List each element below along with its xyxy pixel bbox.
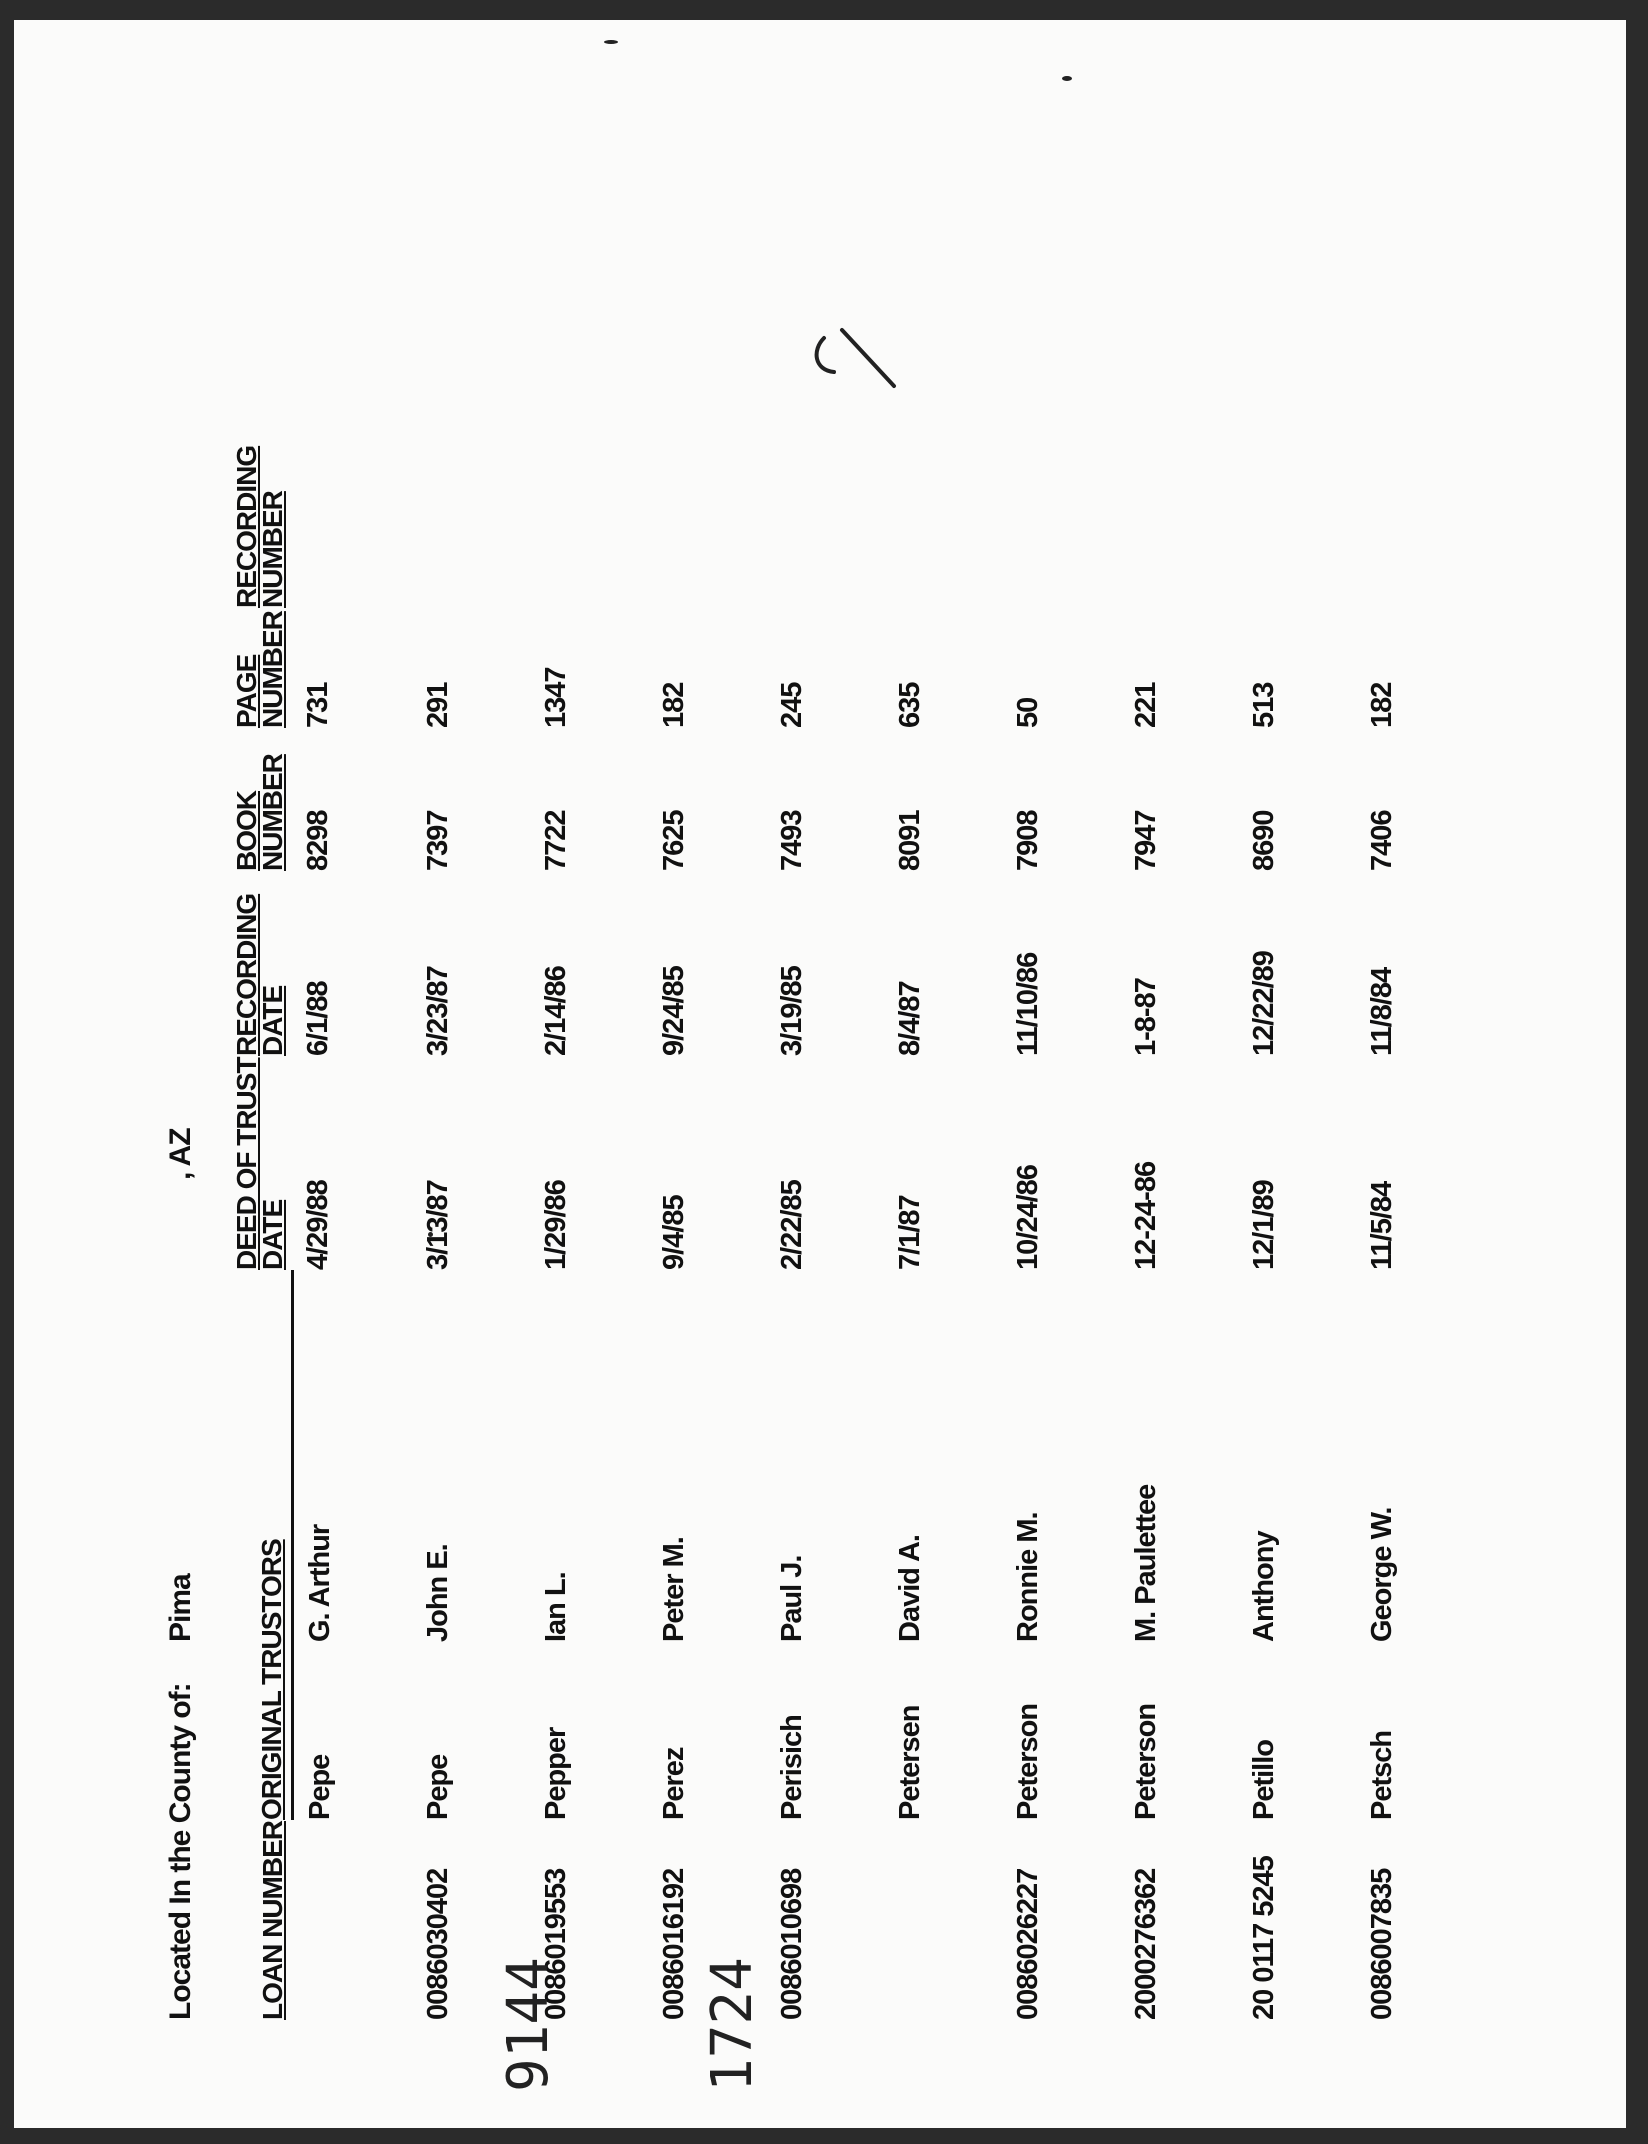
cell-trustor-last-name: Peterson	[1011, 1703, 1044, 1820]
cell-page-number: 245	[775, 682, 808, 728]
cell-trustor-last-name: Perisich	[775, 1715, 808, 1820]
cell-loan-number: 0086016192	[657, 1868, 690, 2020]
cell-loan-number: 0086026227	[1011, 1868, 1044, 2020]
cell-book-number: 8091	[893, 810, 926, 871]
cell-trustor-last-name: Peterson	[1129, 1703, 1162, 1820]
cell-deed-of-trust-date: 10/24/86	[1011, 1165, 1044, 1270]
table-row	[1130, 446, 1248, 2020]
cell-recording-number	[894, 446, 1012, 608]
cell-trustor-first-name: G. Arthur	[303, 1524, 336, 1642]
cell-deed-of-trust-date: 2/22/85	[775, 1180, 808, 1270]
cell-page-number: 182	[1365, 682, 1398, 728]
table-row	[422, 446, 540, 2020]
cell-loan-number: 0086010698	[775, 1868, 808, 2020]
cell-book-number: 7722	[539, 810, 572, 871]
cell-deed-of-trust-date: 1/29/86	[539, 1180, 572, 1270]
document-page	[14, 20, 1626, 2128]
cell-page-number: 182	[657, 682, 690, 728]
cell-recording-number	[658, 446, 776, 608]
cell-page-number: 50	[1011, 697, 1044, 728]
cell-trustor-first-name: Ronnie M.	[1011, 1512, 1044, 1642]
cell-trustor-first-name: Paul J.	[775, 1555, 808, 1642]
cell-trustor-last-name: Pepper	[539, 1727, 572, 1820]
cell-recording-number	[776, 446, 894, 608]
cell-loan-number: 0086030402	[421, 1868, 454, 2020]
cell-book-number: 7397	[421, 810, 454, 871]
cell-book-number: 7406	[1365, 810, 1398, 871]
cell-deed-of-trust-date: 12-24-86	[1129, 1161, 1162, 1270]
cell-recording-number	[540, 446, 658, 608]
table-row	[540, 446, 658, 2020]
header-recording-number: RECORDING NUMBER	[231, 445, 288, 608]
cell-loan-number: 2000276362	[1129, 1868, 1162, 2020]
cell-trustor-first-name: George W.	[1365, 1507, 1398, 1642]
cell-recording-number	[1130, 446, 1248, 608]
cell-trustor-last-name: Pepe	[421, 1754, 454, 1820]
cell-book-number: 7625	[657, 810, 690, 871]
cell-loan-number: 0086007835	[1365, 1868, 1398, 2020]
cell-loan-number	[894, 1820, 1012, 2020]
cell-trustor-last-name: Perez	[657, 1747, 690, 1820]
cell-trustor-first-name: M. Paulettee	[1129, 1484, 1162, 1642]
cell-trustor-first-name: Ian L.	[539, 1572, 572, 1642]
cell-loan-number: 0086019553	[539, 1868, 572, 2020]
county-label: Located In the County of:	[164, 1683, 197, 2020]
cell-recording-date: 3/19/85	[775, 966, 808, 1056]
cell-deed-of-trust-date: 4/29/88	[302, 1180, 334, 1270]
cell-recording-date: 8/4/87	[893, 981, 926, 1056]
county-value: Pima	[164, 1574, 197, 1643]
scan-speck	[604, 40, 618, 44]
cell-page-number: 291	[421, 682, 454, 728]
cell-recording-number	[1012, 446, 1130, 608]
county-line	[164, 1128, 198, 2020]
rotated-document-content	[164, 210, 1444, 2030]
cell-recording-number	[292, 446, 422, 608]
cell-page-number: 221	[1129, 682, 1162, 728]
table-row	[658, 446, 776, 2020]
scan-speck	[1062, 76, 1072, 81]
cell-recording-number	[422, 446, 540, 608]
handwritten-number-left: 9144	[496, 1957, 561, 2092]
cell-trustor-last-name: Petsch	[1365, 1730, 1398, 1820]
cell-trustor-first-name: Anthony	[1247, 1531, 1280, 1642]
header-deed-of-trust-date: DEED OF TRUST DATE	[231, 1057, 288, 1270]
cell-recording-number	[1366, 446, 1484, 608]
table-row	[1366, 446, 1484, 2020]
cell-deed-of-trust-date: 12/1/89	[1247, 1180, 1280, 1270]
cell-page-number: 635	[893, 682, 926, 728]
cell-recording-date: 9/24/85	[657, 966, 690, 1056]
loan-table	[231, 445, 1484, 2020]
cell-trustor-last-name: Pepe	[303, 1754, 336, 1820]
cell-recording-date: 1-8-87	[1129, 978, 1162, 1056]
cell-trustor-first-name: David A.	[893, 1535, 926, 1642]
table-header-row	[234, 446, 292, 2020]
cell-recording-number	[1248, 446, 1366, 608]
header-loan-number: LOAN NUMBER	[257, 1821, 288, 2020]
cell-deed-of-trust-date: 9/4/85	[657, 1195, 690, 1270]
table-row	[894, 446, 1012, 2020]
cell-recording-date: 2/14/86	[539, 966, 572, 1056]
cell-recording-date: 6/1/88	[302, 981, 334, 1056]
table-row	[1248, 446, 1366, 2020]
cell-trustor-first-name: Peter M.	[657, 1537, 690, 1642]
cell-loan-number: 20 0117 5245	[1247, 1856, 1280, 2020]
header-recording-date: RECORDING DATE	[231, 893, 288, 1056]
cell-book-number: 7908	[1011, 810, 1044, 871]
cell-recording-date: 11/10/86	[1011, 952, 1044, 1056]
cell-deed-of-trust-date: 7/1/87	[893, 1195, 926, 1270]
cell-deed-of-trust-date: 11/5/84	[1365, 1181, 1398, 1270]
cell-loan-number	[292, 1820, 422, 2020]
table-row	[1012, 446, 1130, 2020]
cell-page-number: 1347	[539, 667, 572, 728]
header-original-trustors: ORIGINAL TRUSTORS	[234, 1270, 292, 1820]
cell-page-number: 513	[1247, 682, 1280, 728]
table-row	[776, 446, 894, 2020]
header-book-number: BOOK NUMBER	[231, 754, 288, 871]
cell-recording-date: 12/22/89	[1247, 951, 1280, 1056]
cell-trustor-last-name: Petersen	[893, 1705, 926, 1820]
cell-book-number: 7493	[775, 810, 808, 871]
state-value: , AZ	[164, 1128, 197, 1180]
cell-trustor-first-name: John E.	[421, 1544, 454, 1642]
header-page-number: PAGE NUMBER	[231, 611, 288, 728]
cell-recording-date: 11/8/84	[1365, 967, 1398, 1056]
cell-recording-date: 3/23/87	[421, 966, 454, 1056]
cell-book-number: 7947	[1129, 810, 1162, 871]
cell-deed-of-trust-date: 3/13/87	[421, 1180, 454, 1270]
table-row	[292, 446, 422, 2020]
handwritten-number-right: 1724	[700, 1957, 765, 2092]
cell-book-number: 8298	[302, 810, 334, 871]
table-body	[292, 446, 1484, 2020]
cell-book-number: 8690	[1247, 810, 1280, 871]
cell-trustor-last-name: Petillo	[1247, 1739, 1280, 1820]
cell-page-number: 731	[302, 682, 334, 728]
